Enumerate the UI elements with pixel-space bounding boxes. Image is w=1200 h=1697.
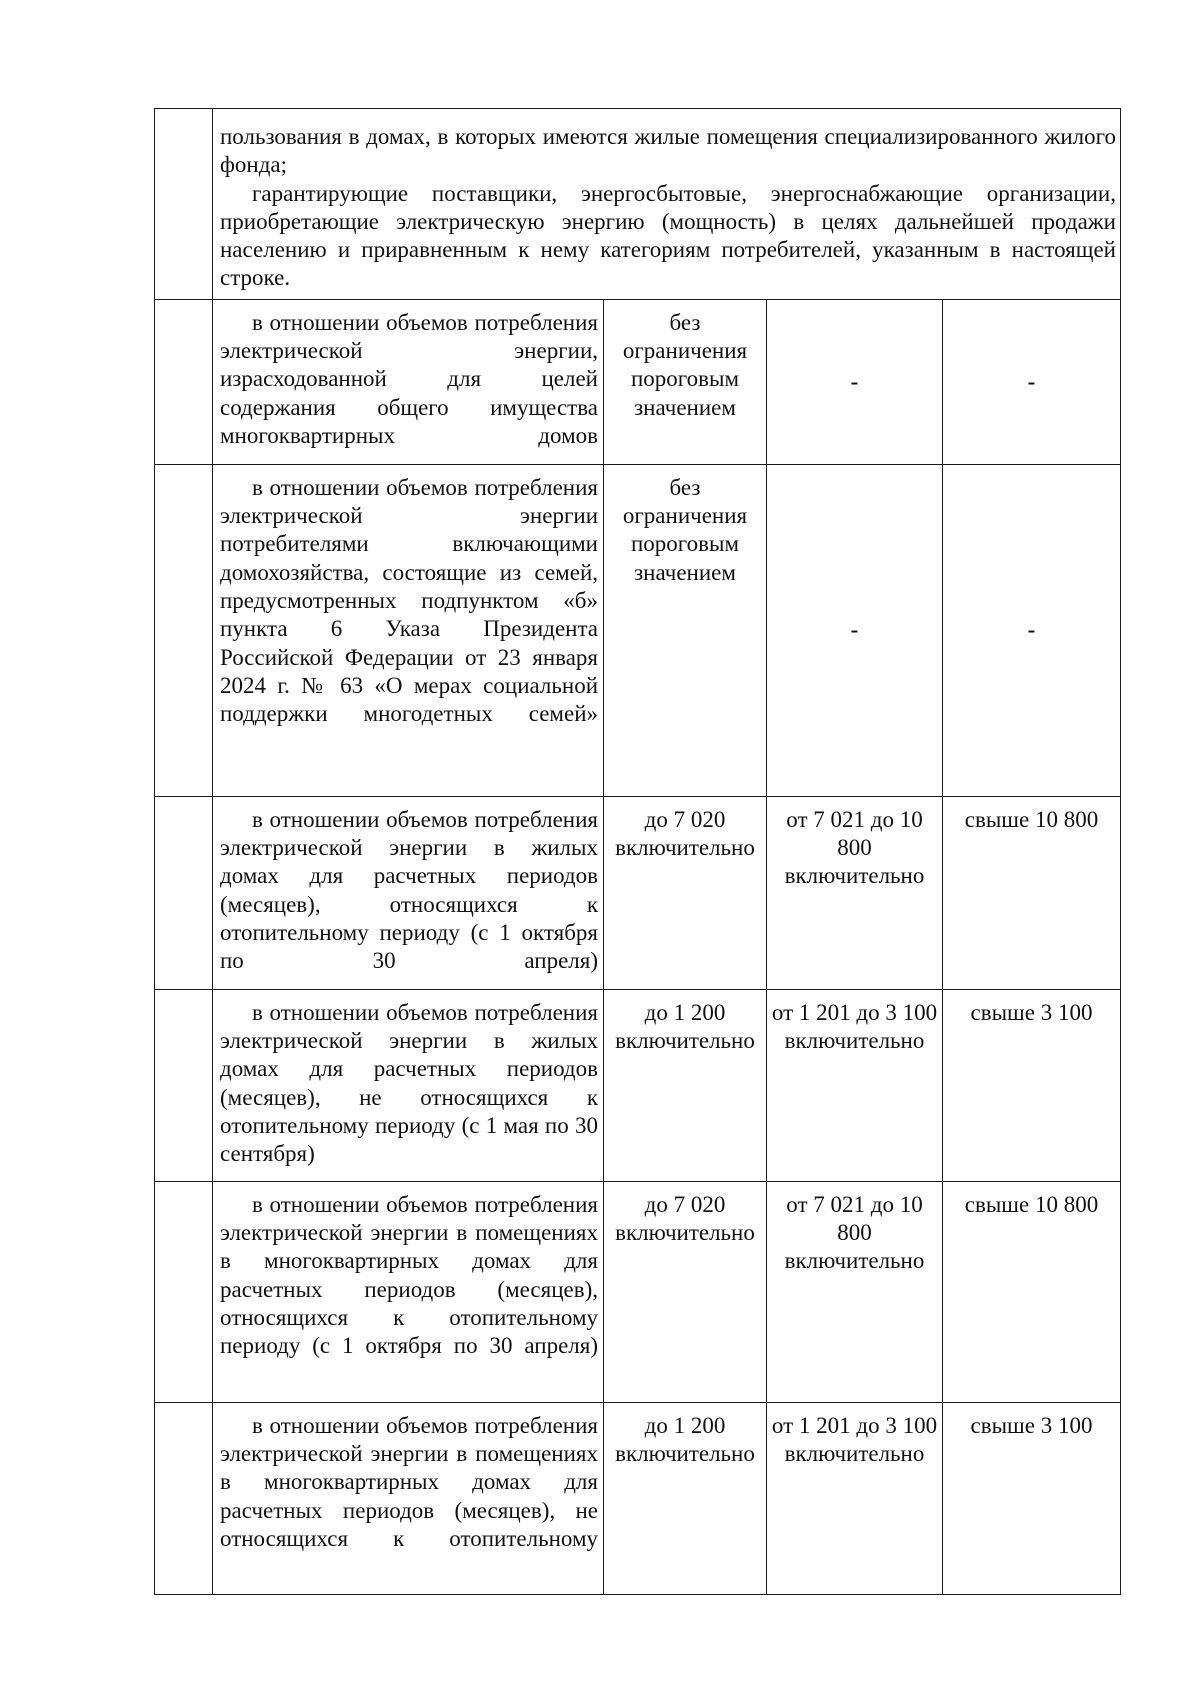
table-row	[155, 1181, 1121, 1402]
row-number-cell	[155, 109, 213, 300]
row-number-cell	[155, 1181, 213, 1402]
tariff-table	[154, 108, 1121, 1595]
row-number-cell	[155, 989, 213, 1181]
range-2-cell: от 1 201 до 3 100 включительно	[767, 1402, 943, 1594]
table-row	[155, 1402, 1121, 1594]
range-3-cell: -	[943, 464, 1121, 796]
row-description: в отношении объемов потребления электрической энергии в помещениях в многоквартирных домах для расчетных периодов (месяцев), относящихся к отопительному периоду (с 1 октября по 30 апреля)	[213, 1181, 604, 1402]
row-description: в отношении объемов потребления электрической энергии, израсходованной для целей содержания общего имущества многоквартирных домов	[213, 299, 604, 464]
range-1-cell: до 7 020 включительно	[604, 1181, 767, 1402]
row-number-cell	[155, 299, 213, 464]
range-3-cell: -	[943, 299, 1121, 464]
intro-paragraph-1: пользования в домах, в которых имеются жилые помещения специализированного жилого фонда;	[220, 124, 1116, 178]
range-2-cell: -	[767, 464, 943, 796]
table-row	[155, 464, 1121, 796]
row-number-cell	[155, 1402, 213, 1594]
intro-cell	[213, 109, 1121, 300]
range-3-cell: свыше 3 100	[943, 1402, 1121, 1594]
row-number-cell	[155, 464, 213, 796]
table-row	[155, 796, 1121, 989]
range-2-cell: от 1 201 до 3 100 включительно	[767, 989, 943, 1181]
range-2-cell: -	[767, 299, 943, 464]
row-description: в отношении объемов потребления электрической энергии потребителями включающими домохозяйства, состоящие из семей, предусмотренных подпунктом «б» пункта 6 Указа Президента Российской Федерации от 23 января 2024 г. № 63 «О мерах социальной поддержки многодетных семей»	[213, 464, 604, 796]
range-3-cell: свыше 10 800	[943, 1181, 1121, 1402]
range-3-cell: свыше 10 800	[943, 796, 1121, 989]
intro-paragraph-2: гарантирующие поставщики, энергосбытовые, энергоснабжающие организации, приобретающие электрическую энергию (мощность) в целях дальнейшей продажи населению и приравненным к нему категориям потребителей, указанным в настоящей строке.	[220, 180, 1116, 291]
row-number-cell	[155, 796, 213, 989]
range-2-cell: от 7 021 до 10 800 включительно	[767, 796, 943, 989]
table-row	[155, 989, 1121, 1181]
range-3-cell: свыше 3 100	[943, 989, 1121, 1181]
table-row-intro	[155, 109, 1121, 300]
range-1-cell: до 1 200 включительно	[604, 989, 767, 1181]
row-description: в отношении объемов потребления электрической энергии в помещениях в многоквартирных домах для расчетных периодов (месяцев), не относящихся к отопительному	[213, 1402, 604, 1594]
range-1-cell: до 1 200 включительно	[604, 1402, 767, 1594]
row-description: в отношении объемов потребления электрической энергии в жилых домах для расчетных периодов (месяцев), не относящихся к отопительному периоду (с 1 мая по 30 сентября)	[213, 989, 604, 1181]
table-row	[155, 299, 1121, 464]
range-1-cell: до 7 020 включительно	[604, 796, 767, 989]
range-2-cell: от 7 021 до 10 800 включительно	[767, 1181, 943, 1402]
range-1-cell: без ограничения пороговым значением	[604, 464, 767, 796]
range-1-cell: без ограничения пороговым значением	[604, 299, 767, 464]
row-description: в отношении объемов потребления электрической энергии в жилых домах для расчетных периодов (месяцев), относящихся к отопительному периоду (с 1 октября по 30 апреля)	[213, 796, 604, 989]
